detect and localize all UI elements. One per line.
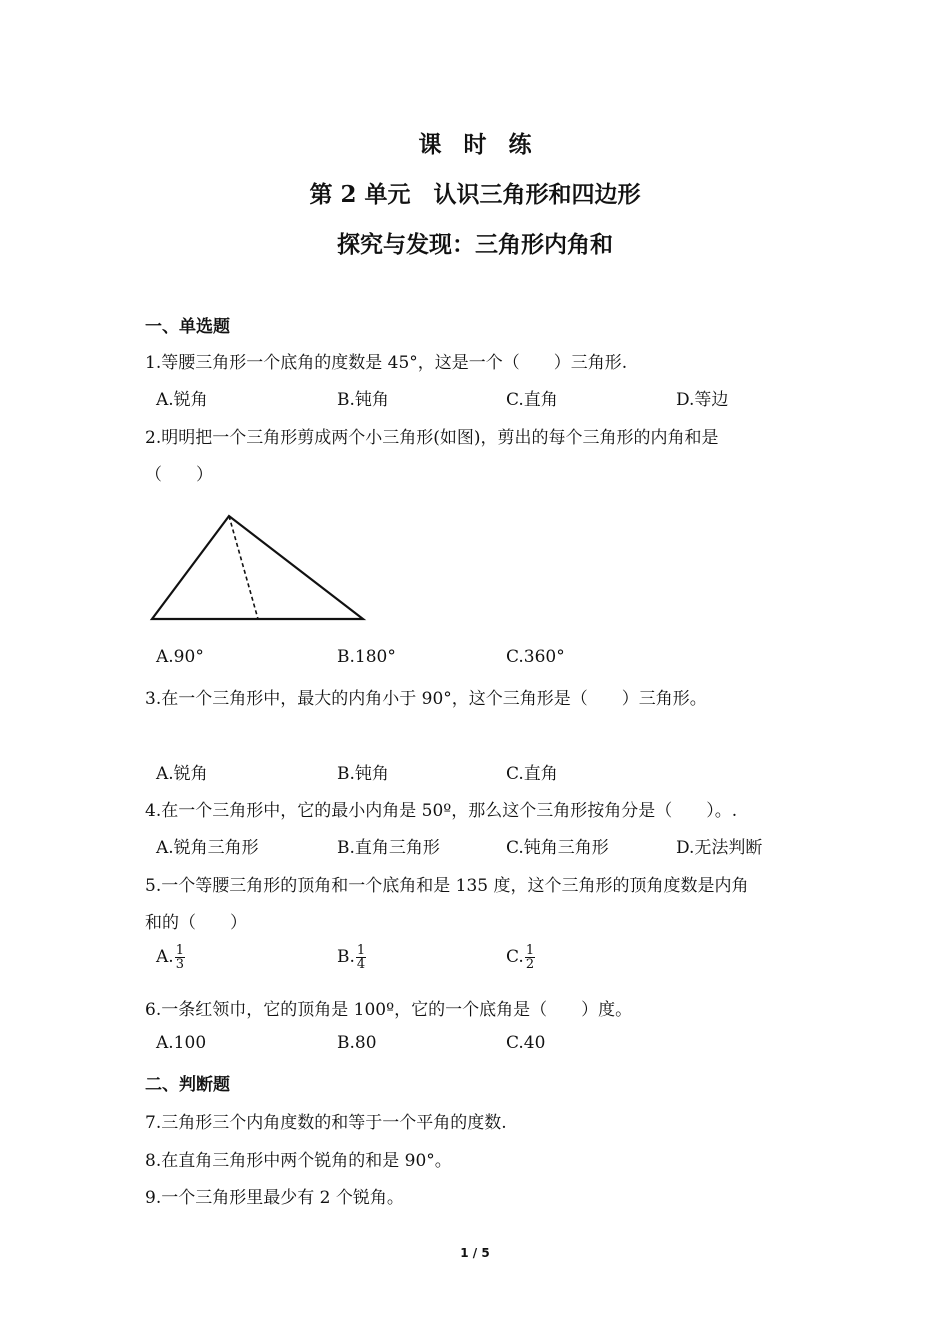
fraction-numerator: 1: [356, 943, 366, 958]
q2-option-a: A.90°: [156, 647, 204, 667]
q4-option-c: C.钝角三角形: [506, 838, 609, 858]
q3-option-c: C.直角: [506, 764, 558, 784]
q6-option-c: C.40: [506, 1033, 546, 1053]
question-4: 4.在一个三角形中，它的最小内角是 50º，那么这个三角形按角分是（ ）。.: [145, 801, 738, 821]
question-5: 5.一个等腰三角形的顶角和一个底角和是 135 度，这个三角形的顶角度数是内角: [145, 876, 749, 896]
question-5-cont: 和的（ ）: [145, 913, 247, 933]
q4-option-b: B.直角三角形: [337, 838, 440, 858]
q4-option-d: D.无法判断: [676, 838, 763, 858]
q5-option-c-prefix: C.: [506, 947, 524, 967]
fraction-denominator: 3: [175, 957, 184, 972]
fraction-numerator: 1: [175, 943, 184, 958]
fraction-denominator: 4: [356, 957, 366, 972]
fraction-one-third: [175, 944, 185, 971]
q3-option-a: A.锐角: [156, 764, 208, 784]
section-heading-true-false: 二、判断题: [145, 1075, 230, 1095]
triangle-outline: [152, 516, 363, 619]
question-3: 3.在一个三角形中，最大的内角小于 90°，这个三角形是（ ）三角形。: [145, 689, 707, 709]
fraction-one-half: [525, 944, 535, 971]
q6-option-a: A.100: [156, 1033, 207, 1053]
fraction-one-quarter: [356, 944, 366, 971]
question-8: 8.在直角三角形中两个锐角的和是 90°。: [145, 1151, 452, 1171]
q1-option-c: C.直角: [506, 390, 558, 410]
page-number: 1 / 5: [460, 1246, 490, 1260]
q5-option-a: [156, 944, 185, 971]
q6-option-b: B.80: [337, 1033, 377, 1053]
fraction-numerator: 1: [525, 943, 535, 958]
lesson-title: 探究与发现：三角形内角和: [337, 231, 613, 258]
unit-title: 第 2 单元 认识三角形和四边形: [309, 181, 641, 208]
q1-option-d: D.等边: [676, 390, 729, 410]
question-1: 1.等腰三角形一个底角的度数是 45°，这是一个（ ）三角形.: [145, 353, 628, 373]
question-9: 9.一个三角形里最少有 2 个锐角。: [145, 1188, 404, 1208]
question-7: 7.三角形三个内角度数的和等于一个平角的度数.: [145, 1113, 507, 1133]
question-2-blank: （ ）: [145, 465, 213, 485]
q2-option-b: B.180°: [337, 647, 396, 667]
doc-title: 课时练: [418, 131, 554, 158]
q1-option-b: B.钝角: [337, 390, 389, 410]
section-heading-single-choice: 一、单选题: [145, 317, 230, 337]
q3-option-b: B.钝角: [337, 764, 389, 784]
q5-option-b: [337, 944, 366, 971]
q5-option-c: [506, 944, 535, 971]
triangle-figure: [145, 510, 367, 622]
q2-option-c: C.360°: [506, 647, 565, 667]
q5-option-b-prefix: B.: [337, 947, 355, 967]
q5-option-a-prefix: A.: [156, 947, 174, 967]
q1-option-a: A.锐角: [156, 390, 208, 410]
cut-line: [229, 516, 258, 619]
q4-option-a: A.锐角三角形: [156, 838, 259, 858]
fraction-denominator: 2: [525, 957, 535, 972]
question-6: 6.一条红领巾，它的顶角是 100º，它的一个底角是（ ）度。: [145, 1000, 633, 1020]
question-2: 2.明明把一个三角形剪成两个小三角形(如图)，剪出的每个三角形的内角和是: [145, 428, 719, 448]
